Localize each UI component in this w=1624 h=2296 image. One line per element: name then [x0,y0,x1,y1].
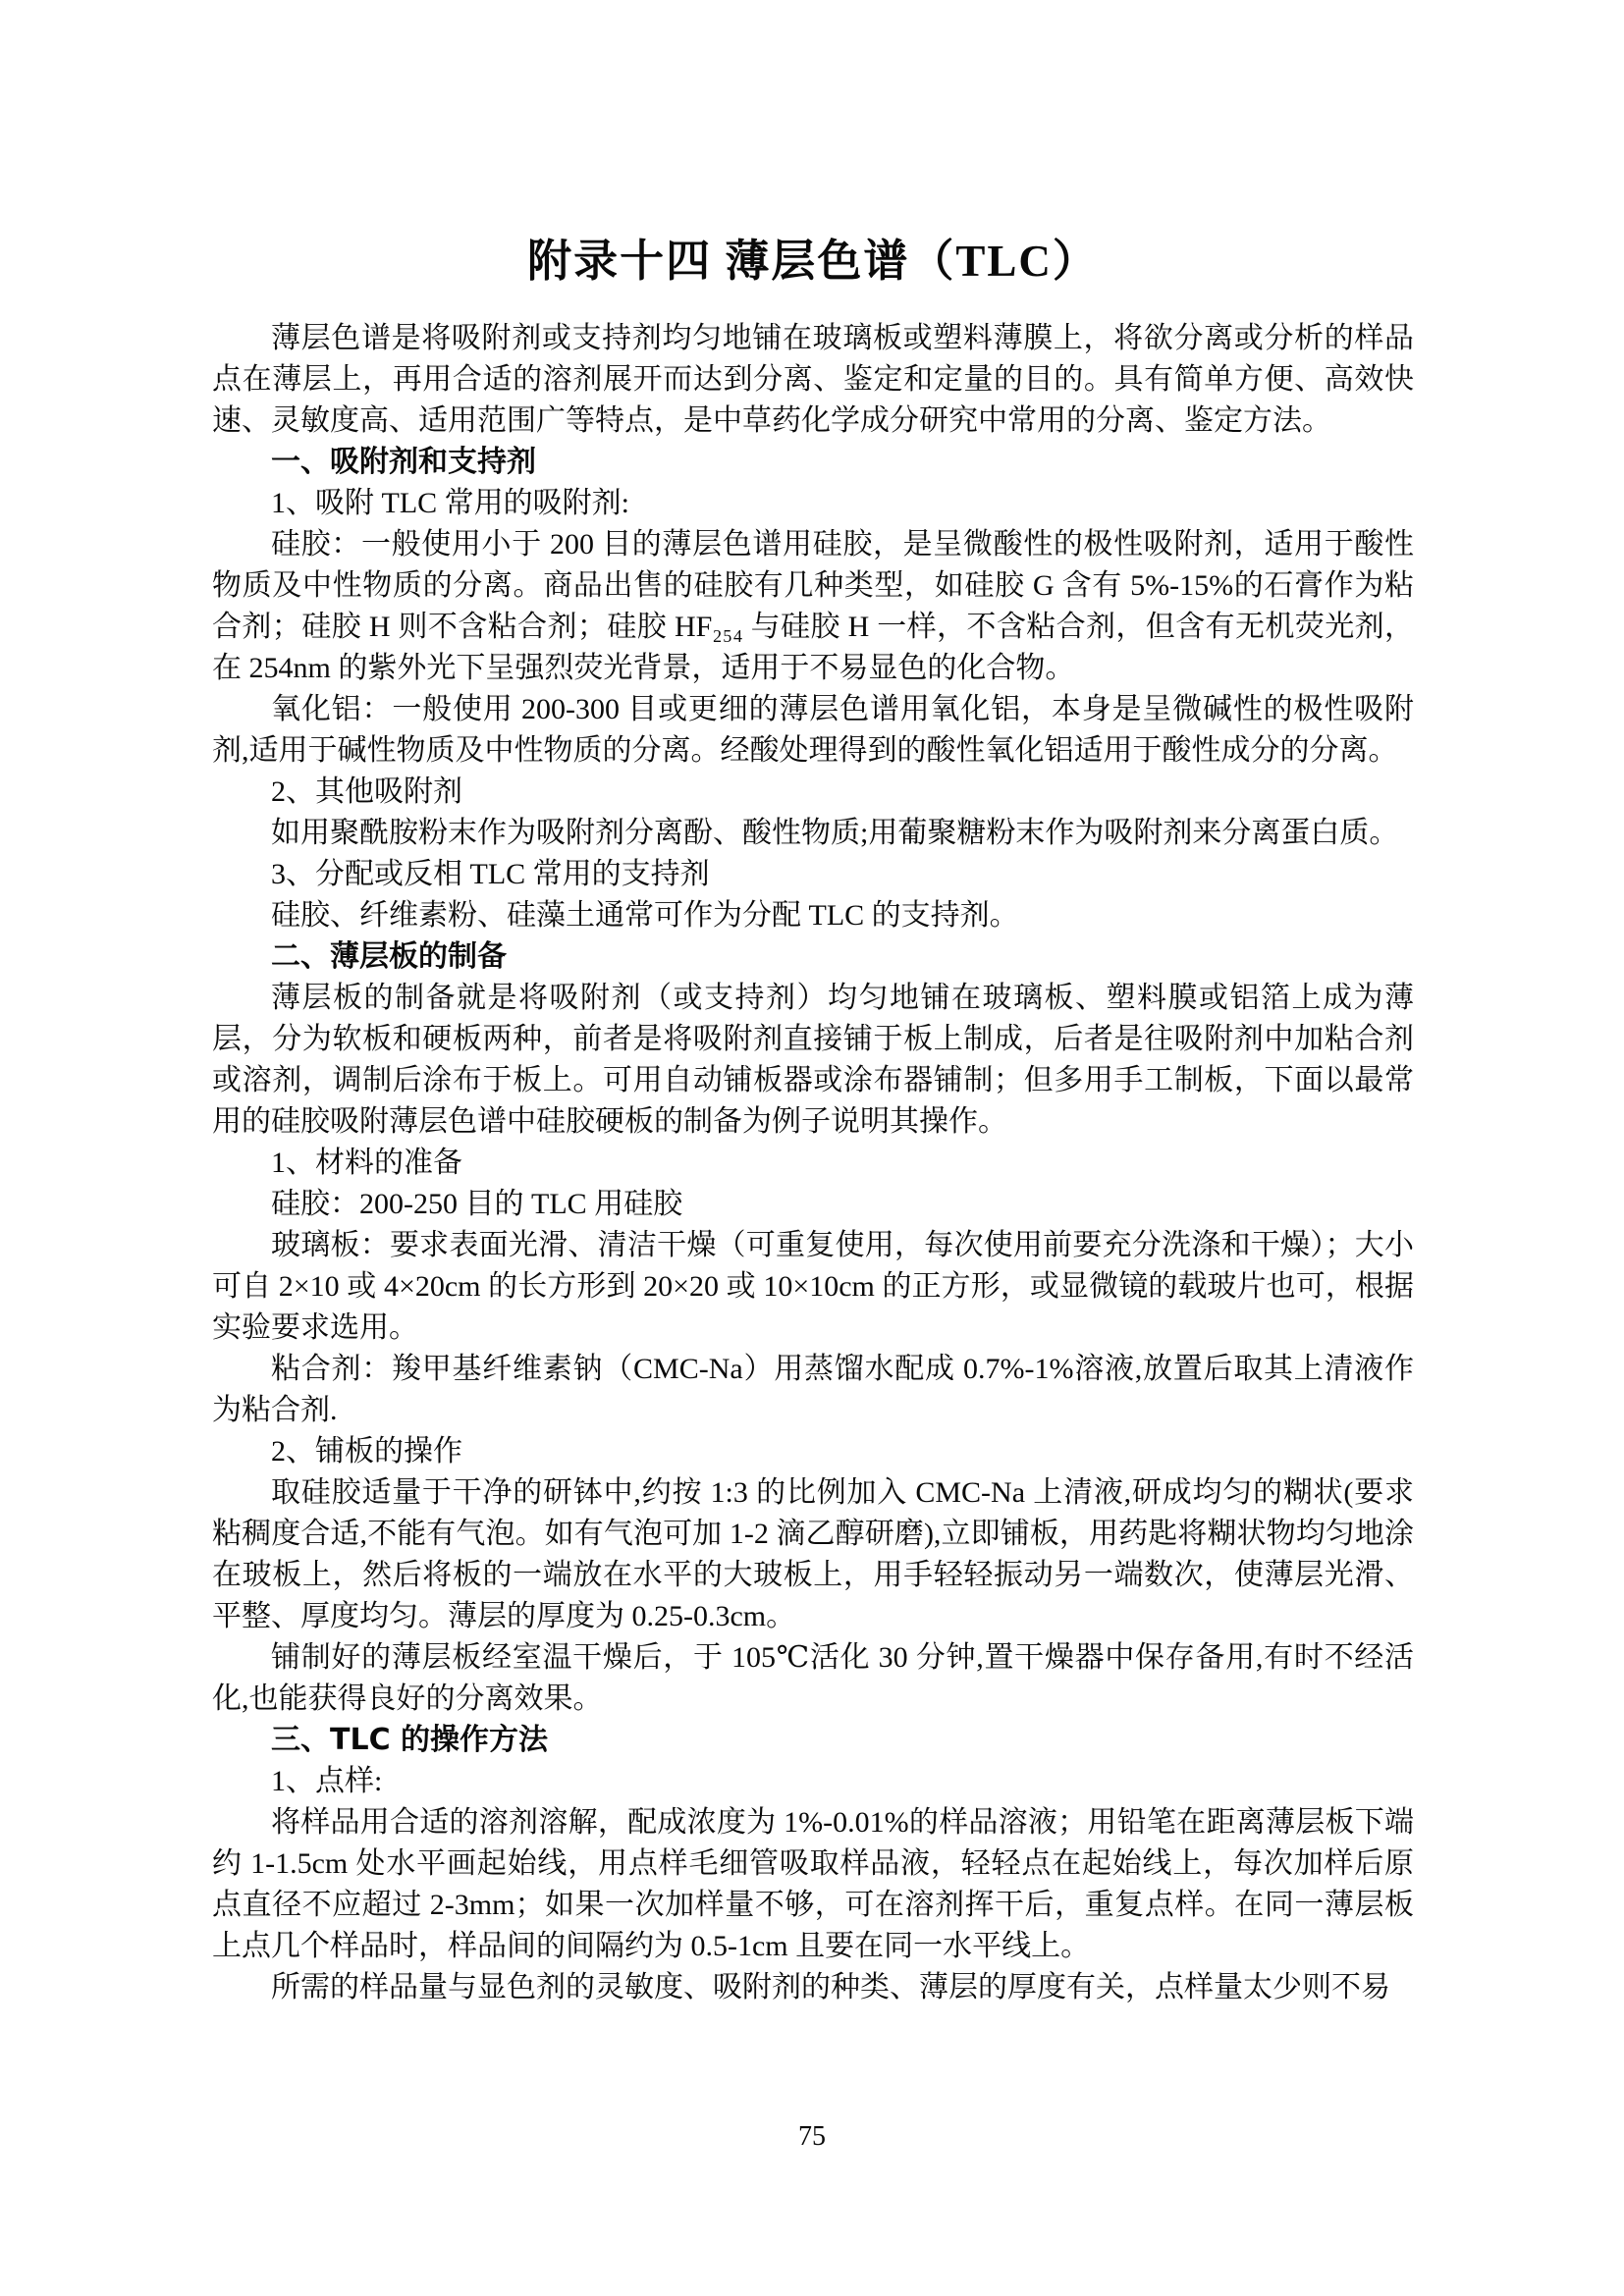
paragraph-silica-gel: 硅胶：一般使用小于 200 目的薄层色谱用硅胶，是呈微酸性的极性吸附剂，适用于酸性物质及中性物质的分离。商品出售的硅胶有几种类型，如硅胶 G 含有 5%-15%的石膏作为粘合剂；硅胶 H 则不含粘合剂；硅胶 HF₂₅₄ 与硅胶 H 一样，不含粘合剂，但含有无机荧光剂，在 254nm 的紫外光下呈强烈荧光背景，适用于不易显色的化合物。 [212,528,1414,684]
numbered-item-spreading-operation: 2、铺板的操作 [271,1435,462,1468]
paragraph-partition-supports: 硅胶、纤维素粉、硅藻土通常可作为分配 TLC 的支持剂。 [271,899,1019,932]
section-heading-tlc-operation: 三、TLC 的操作方法 [271,1723,549,1757]
section-heading-plate-preparation: 二、薄层板的制备 [271,939,507,974]
numbered-item-adsorption-tlc-adsorbents: 1、吸附 TLC 常用的吸附剂: [271,487,629,519]
numbered-item-partition-tlc-supports: 3、分配或反相 TLC 常用的支持剂 [271,858,710,890]
paragraph-spreading-procedure: 取硅胶适量于干净的研钵中,约按 1:3 的比例加入 CMC-Na 上清液,研成均匀的糊状(要求粘稠度合适,不能有气泡。如有气泡可加 1-2 滴乙醇研磨),立即铺板，用药匙将糊状物均匀地涂在玻板上，然后将板的一端放在水平的大玻板上，用手轻轻振动另一端数次，使薄层光滑、平整、厚度均匀。薄层的厚度为 0.25-0.3cm。 [212,1476,1414,1632]
paragraph-spotting-procedure: 将样品用合适的溶剂溶解，配成浓度为 1%-0.01%的样品溶液；用铅笔在距离薄层板下端约 1-1.5cm 处水平画起始线，用点样毛细管吸取样品液，轻轻点在起始线上，每次加样后原点直径不应超过 2-3mm；如果一次加样量不够，可在溶剂挥干后，重复点样。在同一薄层板上点几个样品时，样品间的间隔约为 0.5-1cm 且要在同一水平线上。 [212,1806,1414,1962]
paragraph-activation-storage: 铺制好的薄层板经室温干燥后，于 105℃活化 30 分钟,置干燥器中保存备用,有时不经活化,也能获得良好的分离效果。 [212,1641,1414,1715]
paragraph-polyamide-dextran: 如用聚酰胺粉末作为吸附剂分离酚、酸性物质;用葡聚糖粉末作为吸附剂来分离蛋白质。 [271,817,1399,849]
paragraph-binder-cmc-na: 粘合剂：羧甲基纤维素钠（CMC-Na）用蒸馏水配成 0.7%-1%溶液,放置后取其上清液作为粘合剂. [212,1353,1414,1426]
page-number: 75 [798,2121,826,2152]
section-heading-adsorbents-supports: 一、吸附剂和支持剂 [271,445,536,479]
intro-paragraph: 薄层色谱是将吸附剂或支持剂均匀地铺在玻璃板或塑料薄膜上，将欲分离或分析的样品点在薄层上，再用合适的溶剂展开而达到分离、鉴定和定量的目的。具有简单方便、高效快速、灵敏度高、适用范围广等特点，是中草药化学成分研究中常用的分离、鉴定方法。 [212,322,1414,437]
paragraph-alumina: 氧化铝：一般使用 200-300 目或更细的薄层色谱用氧化铝，本身是呈微碱性的极性吸附剂,适用于碱性物质及中性物质的分离。经酸处理得到的酸性氧化铝适用于酸性成分的分离。 [212,693,1414,767]
paragraph-sample-amount: 所需的样品量与显色剂的灵敏度、吸附剂的种类、薄层的厚度有关，点样量太少则不易 [271,1971,1390,2003]
paragraph-glass-plate: 玻璃板：要求表面光滑、清洁干燥（可重复使用，每次使用前要充分洗涤和干燥）；大小可自 2×10 或 4×20cm 的长方形到 20×20 或 10×10cm 的正方形，或显微镜的载玻片也可，根据实验要求选用。 [212,1229,1414,1344]
paragraph-silica-spec: 硅胶：200-250 目的 TLC 用硅胶 [271,1188,683,1220]
paragraph-plate-preparation-overview: 薄层板的制备就是将吸附剂（或支持剂）均匀地铺在玻璃板、塑料膜或铝箔上成为薄层，分为软板和硬板两种，前者是将吸附剂直接铺于板上制成，后者是往吸附剂中加粘合剂或溶剂，调制后涂布于板上。可用自动铺板器或涂布器铺制；但多用手工制板，下面以最常用的硅胶吸附薄层色谱中硅胶硬板的制备为例子说明其操作。 [212,982,1414,1138]
numbered-item-spotting: 1、点样: [271,1765,383,1797]
numbered-item-other-adsorbents: 2、其他吸附剂 [271,775,462,808]
numbered-item-material-preparation: 1、材料的准备 [271,1147,462,1179]
document-content [212,234,1414,2008]
document-title: 附录十四 薄层色谱（TLC） [527,237,1099,286]
